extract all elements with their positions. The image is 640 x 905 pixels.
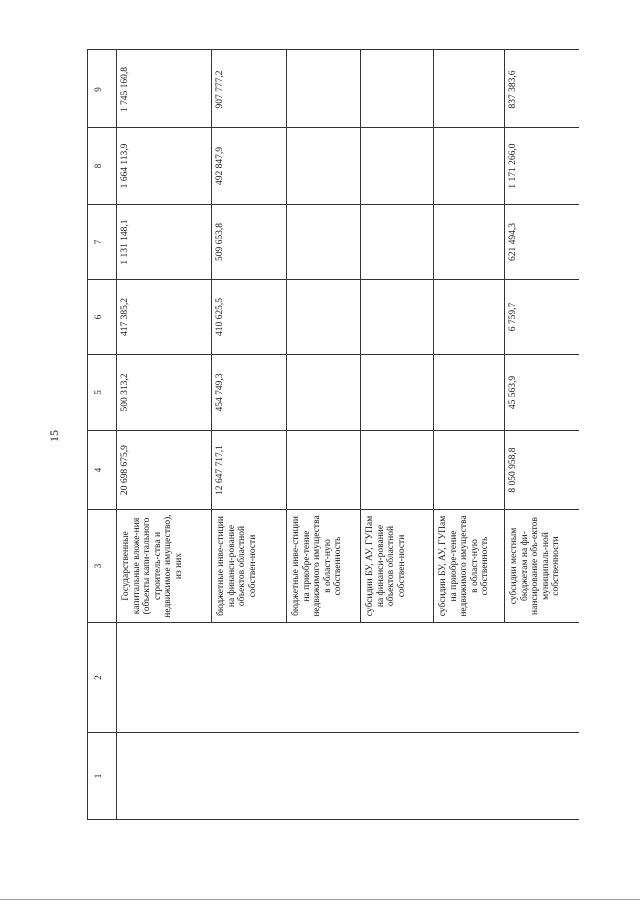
value-cell-4: 20 698 675,9 — [117, 431, 213, 510]
value-cell-6 — [287, 280, 361, 355]
value-cell-9: 837 383,6 — [505, 52, 579, 128]
table-header-row — [87, 50, 117, 820]
value-cell-8: 1 171 266,0 — [505, 128, 579, 205]
value-cell-6 — [434, 280, 505, 355]
value-cell-8 — [434, 128, 505, 205]
value-cell-4 — [434, 431, 505, 510]
blank-cell-2 — [212, 623, 287, 733]
table-row — [434, 50, 505, 820]
description-cell: бюджетные инве-стиции на приобре-тение недвижимого имущества в област-ную собственность — [287, 510, 361, 623]
value-cell-4: 8 050 958,8 — [505, 431, 579, 510]
header-cell-1: 1 — [88, 733, 117, 820]
value-cell-8 — [287, 128, 361, 205]
header-cell-5: 5 — [88, 355, 117, 431]
value-cell-8: 1 664 113,9 — [117, 128, 213, 205]
value-cell-4 — [287, 431, 361, 510]
value-cell-9: 1 745 160,8 — [117, 52, 213, 128]
header-cell-9: 9 — [88, 52, 117, 128]
blank-cell-1 — [505, 733, 579, 820]
header-cell-8: 8 — [88, 128, 117, 205]
table-row — [287, 50, 361, 820]
value-cell-7: 1 131 148,1 — [117, 205, 213, 280]
page-bottom-rule — [0, 899, 640, 900]
header-cell-3: 3 — [88, 510, 117, 623]
value-cell-8 — [361, 128, 434, 205]
header-cell-6: 6 — [88, 280, 117, 355]
value-cell-4: 12 647 717,1 — [212, 431, 287, 510]
value-cell-8: 492 847,9 — [212, 128, 287, 205]
blank-cell-2 — [287, 623, 361, 733]
header-cell-2: 2 — [88, 623, 117, 733]
description-cell: Государственные капитальные вложе-ния (объекты капи-тального строитель-ства и недвижимое имущество), из них — [117, 510, 213, 623]
table-row — [212, 50, 287, 820]
blank-cell-1 — [361, 733, 434, 820]
value-cell-9: 907 777,2 — [212, 52, 287, 128]
header-cell-7: 7 — [88, 205, 117, 280]
blank-cell-1 — [117, 733, 213, 820]
blank-cell-2 — [117, 623, 213, 733]
header-cell-4: 4 — [88, 431, 117, 510]
value-cell-7 — [287, 205, 361, 280]
budget-table — [87, 50, 579, 820]
value-cell-5: 45 563,9 — [505, 355, 579, 431]
blank-cell-1 — [434, 733, 505, 820]
value-cell-9 — [287, 52, 361, 128]
value-cell-7 — [434, 205, 505, 280]
description-cell: субсидии БУ, АУ, ГУПам на приобре-тение недвижимого имущества в област-ную собственность — [434, 510, 505, 623]
value-cell-7: 509 653,8 — [212, 205, 287, 280]
table-row — [505, 50, 579, 820]
blank-cell-1 — [287, 733, 361, 820]
description-cell: субсидии БУ, АУ, ГУПам на финанси-рование объектов областной собствен-ности — [361, 510, 434, 623]
value-cell-7: 621 494,3 — [505, 205, 579, 280]
blank-cell-2 — [505, 623, 579, 733]
page-number: 15 — [47, 430, 61, 442]
description-cell: субсидии местным бюджетам на фи-нансирование объ-ектов муниципаль-ной собственности — [505, 510, 579, 623]
value-cell-6: 410 625,5 — [212, 280, 287, 355]
blank-cell-1 — [212, 733, 287, 820]
value-cell-9 — [361, 52, 434, 128]
value-cell-5 — [287, 355, 361, 431]
value-cell-4 — [361, 431, 434, 510]
description-cell: бюджетные инве-стиции на финанси-рование объектов областной собствен-ности — [212, 510, 287, 623]
table-row — [116, 50, 213, 820]
table-row — [361, 50, 434, 820]
value-cell-5 — [361, 355, 434, 431]
blank-cell-2 — [361, 623, 434, 733]
value-cell-6 — [361, 280, 434, 355]
value-cell-5: 454 749,3 — [212, 355, 287, 431]
value-cell-6: 6 759,7 — [505, 280, 579, 355]
blank-cell-2 — [434, 623, 505, 733]
value-cell-7 — [361, 205, 434, 280]
value-cell-5 — [434, 355, 505, 431]
value-cell-9 — [434, 52, 505, 128]
table-right-border — [87, 49, 579, 50]
value-cell-6: 417 385,2 — [117, 280, 213, 355]
value-cell-5: 500 313,2 — [117, 355, 213, 431]
